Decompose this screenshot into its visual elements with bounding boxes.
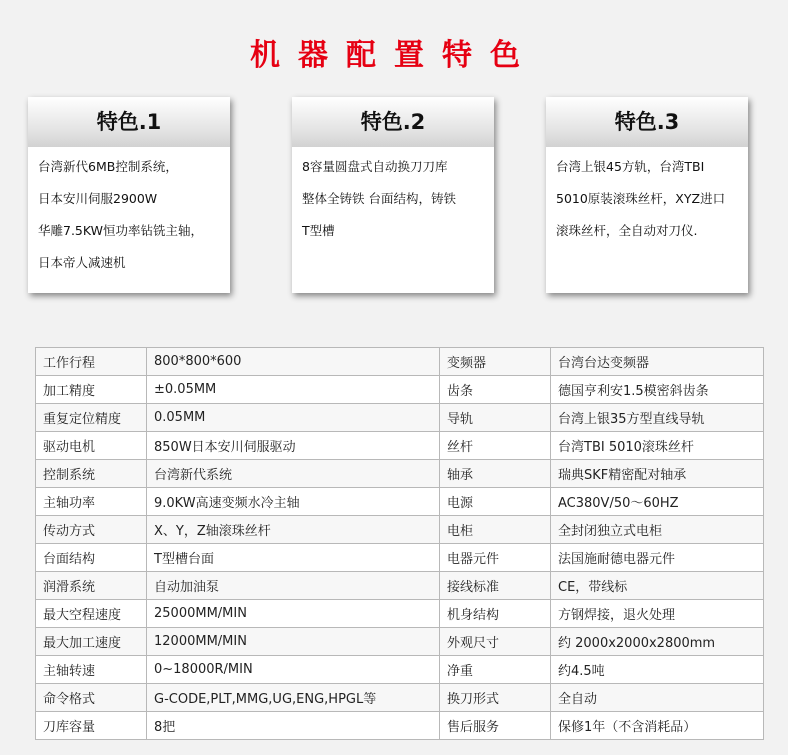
spec-label: 命令格式 [36, 684, 147, 712]
feature-line: 整体全铸铁 台面结构，铸铁 [302, 191, 456, 206]
spec-label: 丝杆 [440, 432, 551, 460]
spec-label: 工作行程 [36, 348, 147, 376]
table-row [36, 544, 764, 572]
page-title: 机器配置特色 [250, 38, 538, 73]
spec-label: 变频器 [440, 348, 551, 376]
spec-value: ±0.05MM [147, 376, 440, 404]
spec-value: 瑞典SKF精密配对轴承 [551, 460, 764, 488]
spec-value: 约 2000x2000x2800mm [551, 628, 764, 656]
spec-label: 控制系统 [36, 460, 147, 488]
table-row [36, 376, 764, 404]
spec-label: 驱动电机 [36, 432, 147, 460]
spec-value: 法国施耐德电器元件 [551, 544, 764, 572]
table-row [36, 656, 764, 684]
spec-label: 最大空程速度 [36, 600, 147, 628]
spec-label: 齿条 [440, 376, 551, 404]
table-row [36, 488, 764, 516]
spec-value: AC380V/50～60HZ [551, 488, 764, 516]
spec-value: G-CODE,PLT,MMG,UG,ENG,HPGL等 [147, 684, 440, 712]
feature-line: 台湾上银45方轨，台湾TBI [556, 159, 705, 174]
spec-label: 导轨 [440, 404, 551, 432]
spec-label: 电器元件 [440, 544, 551, 572]
spec-label: 刀库容量 [36, 712, 147, 740]
spec-label: 最大加工速度 [36, 628, 147, 656]
spec-label: 主轴转速 [36, 656, 147, 684]
spec-value: 全自动 [551, 684, 764, 712]
spec-value: 保修1年（不含消耗品） [551, 712, 764, 740]
spec-value: CE，带线标 [551, 572, 764, 600]
spec-value: 台湾上银35方型直线导轨 [551, 404, 764, 432]
feature-line: 滚珠丝杆，全自动对刀仪. [556, 223, 698, 238]
spec-value: 台湾台达变频器 [551, 348, 764, 376]
spec-label: 主轴功率 [36, 488, 147, 516]
spec-value: 台湾新代系统 [147, 460, 440, 488]
table-row [36, 404, 764, 432]
feature-card-heading: 特色.3 [546, 97, 748, 147]
spec-value: 9.0KW高速变频水冷主轴 [147, 488, 440, 516]
spec-value: 12000MM/MIN [147, 628, 440, 656]
spec-label: 轴承 [440, 460, 551, 488]
spec-label: 加工精度 [36, 376, 147, 404]
feature-card-2 [292, 97, 494, 293]
spec-value: 25000MM/MIN [147, 600, 440, 628]
feature-line: 日本帝人减速机 [38, 255, 126, 270]
spec-value: 0.05MM [147, 404, 440, 432]
feature-line: T型槽 [302, 223, 335, 238]
spec-value: 约4.5吨 [551, 656, 764, 684]
spec-label: 重复定位精度 [36, 404, 147, 432]
table-row [36, 460, 764, 488]
spec-value: 德国亨利安1.5模密斜齿条 [551, 376, 764, 404]
feature-card-heading: 特色.2 [292, 97, 494, 147]
spec-label: 换刀形式 [440, 684, 551, 712]
spec-value: 方钢焊接，退火处理 [551, 600, 764, 628]
spec-label: 售后服务 [440, 712, 551, 740]
spec-value: 850W日本安川伺服驱动 [147, 432, 440, 460]
feature-card-body [292, 147, 494, 293]
spec-value: 台湾TBI 5010滚珠丝杆 [551, 432, 764, 460]
spec-label: 润滑系统 [36, 572, 147, 600]
spec-label: 机身结构 [440, 600, 551, 628]
spec-table [35, 347, 764, 740]
table-row [36, 348, 764, 376]
feature-card-body [28, 147, 230, 293]
spec-label: 电柜 [440, 516, 551, 544]
feature-line: 5010原装滚珠丝杆，XYZ进口 [556, 191, 726, 206]
feature-line: 华雕7.5KW恒功率钻铣主轴， [38, 223, 203, 238]
spec-value: 全封闭独立式电柜 [551, 516, 764, 544]
table-row [36, 600, 764, 628]
spec-label: 外观尺寸 [440, 628, 551, 656]
spec-label: 传动方式 [36, 516, 147, 544]
spec-value: T型槽台面 [147, 544, 440, 572]
feature-line: 日本安川伺服2900W [38, 191, 158, 206]
table-row [36, 712, 764, 740]
spec-label: 接线标准 [440, 572, 551, 600]
spec-value: 800*800*600 [147, 348, 440, 376]
table-row [36, 684, 764, 712]
table-row [36, 432, 764, 460]
spec-label: 台面结构 [36, 544, 147, 572]
feature-card-heading: 特色.1 [28, 97, 230, 147]
spec-value: X、Y，Z轴滚珠丝杆 [147, 516, 440, 544]
feature-line: 台湾新代6MB控制系统， [38, 159, 178, 174]
table-row [36, 516, 764, 544]
feature-card-3 [546, 97, 748, 293]
feature-card-1 [28, 97, 230, 293]
spec-label: 净重 [440, 656, 551, 684]
feature-line: 8容量圆盘式自动换刀刀库 [302, 159, 448, 174]
spec-value: 8把 [147, 712, 440, 740]
feature-card-body [546, 147, 748, 293]
spec-value: 0~18000R/MIN [147, 656, 440, 684]
spec-value: 自动加油泵 [147, 572, 440, 600]
table-row [36, 628, 764, 656]
spec-label: 电源 [440, 488, 551, 516]
table-row [36, 572, 764, 600]
